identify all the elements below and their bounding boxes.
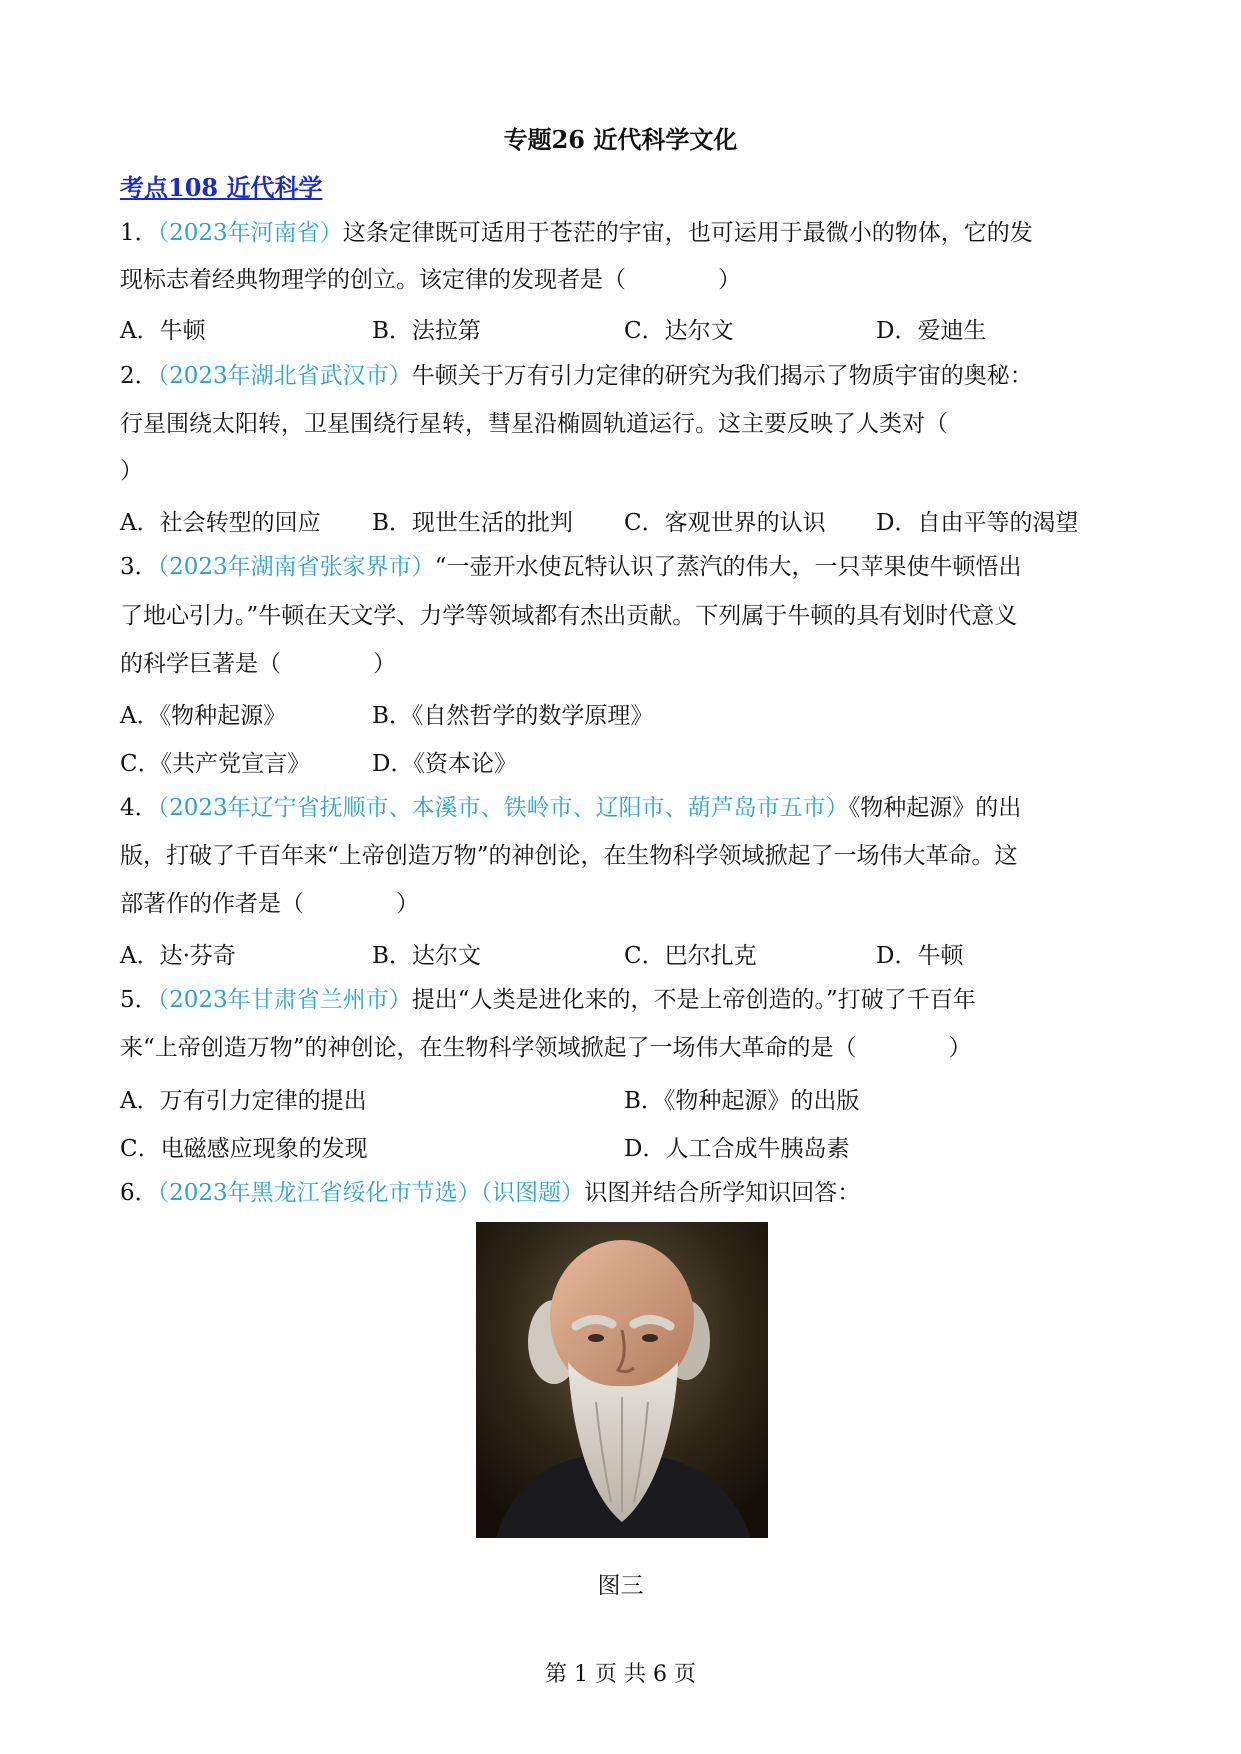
question-source: （2023年湖北省武汉市） xyxy=(157,363,412,389)
question-2-line3: ） xyxy=(120,458,143,484)
q1-option-b: B．法拉第 xyxy=(372,318,481,344)
page-footer: 第 1 页 共 6 页 xyxy=(545,1662,696,1687)
q5-option-b: B．《物种起源》的出版 xyxy=(624,1088,860,1114)
q4-option-b: B．达尔文 xyxy=(372,943,481,969)
q3-option-a: A．《物种起源》 xyxy=(120,703,287,729)
q5-option-c: C．电磁感应现象的发现 xyxy=(120,1136,368,1162)
question-6: 6．（2023年黑龙江省绥化市节选）（识图题）识图并结合所学知识回答： xyxy=(120,1180,861,1206)
page-title: 专题26 近代科学文化 xyxy=(503,125,738,154)
question-3-line2: 了地心引力。”牛顿在天文学、力学等领域都有杰出贡献。下列属于牛顿的具有划时代意义 xyxy=(120,603,1018,629)
q5-option-d: D．人工合成牛胰岛素 xyxy=(624,1136,850,1162)
q4-option-c: C．巴尔扎克 xyxy=(624,943,757,969)
q3-option-b: B．《自然哲学的数学原理》 xyxy=(372,703,654,729)
q4-option-a: A．达·芬奇 xyxy=(120,943,236,969)
q3-option-d: D．《资本论》 xyxy=(372,751,517,777)
question-source: （2023年辽宁省抚顺市、本溪市、铁岭市、辽阳市、葫芦岛市五市） xyxy=(157,795,849,821)
question-4: 4．（2023年辽宁省抚顺市、本溪市、铁岭市、辽阳市、葫芦岛市五市）《物种起源》的出 xyxy=(120,795,1022,821)
q1-option-c: C．达尔文 xyxy=(624,318,734,344)
q2-option-b: B．现世生活的批判 xyxy=(372,510,573,536)
question-4-line3: 部著作的作者是（ ） xyxy=(120,891,419,917)
question-source: （2023年湖南省张家界市） xyxy=(157,554,435,580)
question-source: （2023年河南省） xyxy=(157,220,343,246)
question-5: 5．（2023年甘肃省兰州市）提出“人类是进化来的，不是上帝创造的。”打破了千百年 xyxy=(120,987,976,1013)
question-4-line2: 版，打破了千百年来“上帝创造万物”的神创论，在生物科学领域掀起了一场伟大革命。这 xyxy=(120,843,1018,869)
question-1: 1．（2023年河南省）这条定律既可适用于苍茫的宇宙，也可运用于最微小的物体，它的发 xyxy=(120,220,1033,246)
q2-option-c: C．客观世界的认识 xyxy=(624,510,826,536)
question-3-line3: 的科学巨著是（ ） xyxy=(120,651,396,677)
question-1-line2: 现标志着经典物理学的创立。该定律的发现者是（ ） xyxy=(120,267,741,293)
portrait-image xyxy=(476,1222,768,1538)
section-heading[interactable]: 考点108 近代科学 xyxy=(120,173,323,202)
question-5-line2: 来“上帝创造万物”的神创论，在生物科学领域掀起了一场伟大革命的是（ ） xyxy=(120,1035,972,1061)
question-2-line2: 行星围绕太阳转，卫星围绕行星转，彗星沿椭圆轨道运行。这主要反映了人类对（ xyxy=(120,411,948,437)
question-3: 3．（2023年湖南省张家界市）“一壶开水使瓦特认识了蒸汽的伟大，一只苹果使牛顿悟出 xyxy=(120,554,1022,580)
question-2: 2．（2023年湖北省武汉市）牛顿关于万有引力定律的研究为我们揭示了物质宇宙的奥秘： xyxy=(120,363,1033,389)
q5-option-a: A．万有引力定律的提出 xyxy=(120,1088,367,1114)
q3-option-c: C．《共产党宣言》 xyxy=(120,751,311,777)
q2-option-a: A．社会转型的回应 xyxy=(120,510,321,536)
question-source: （2023年黑龙江省绥化市节选）（识图题） xyxy=(157,1180,585,1206)
figure-caption: 图三 xyxy=(597,1573,644,1599)
q1-option-a: A．牛顿 xyxy=(120,318,206,344)
question-source: （2023年甘肃省兰州市） xyxy=(157,987,412,1013)
q1-option-d: D．爱迪生 xyxy=(876,318,987,344)
q2-option-d: D．自由平等的渴望 xyxy=(876,510,1079,536)
q4-option-d: D．牛顿 xyxy=(876,943,964,969)
